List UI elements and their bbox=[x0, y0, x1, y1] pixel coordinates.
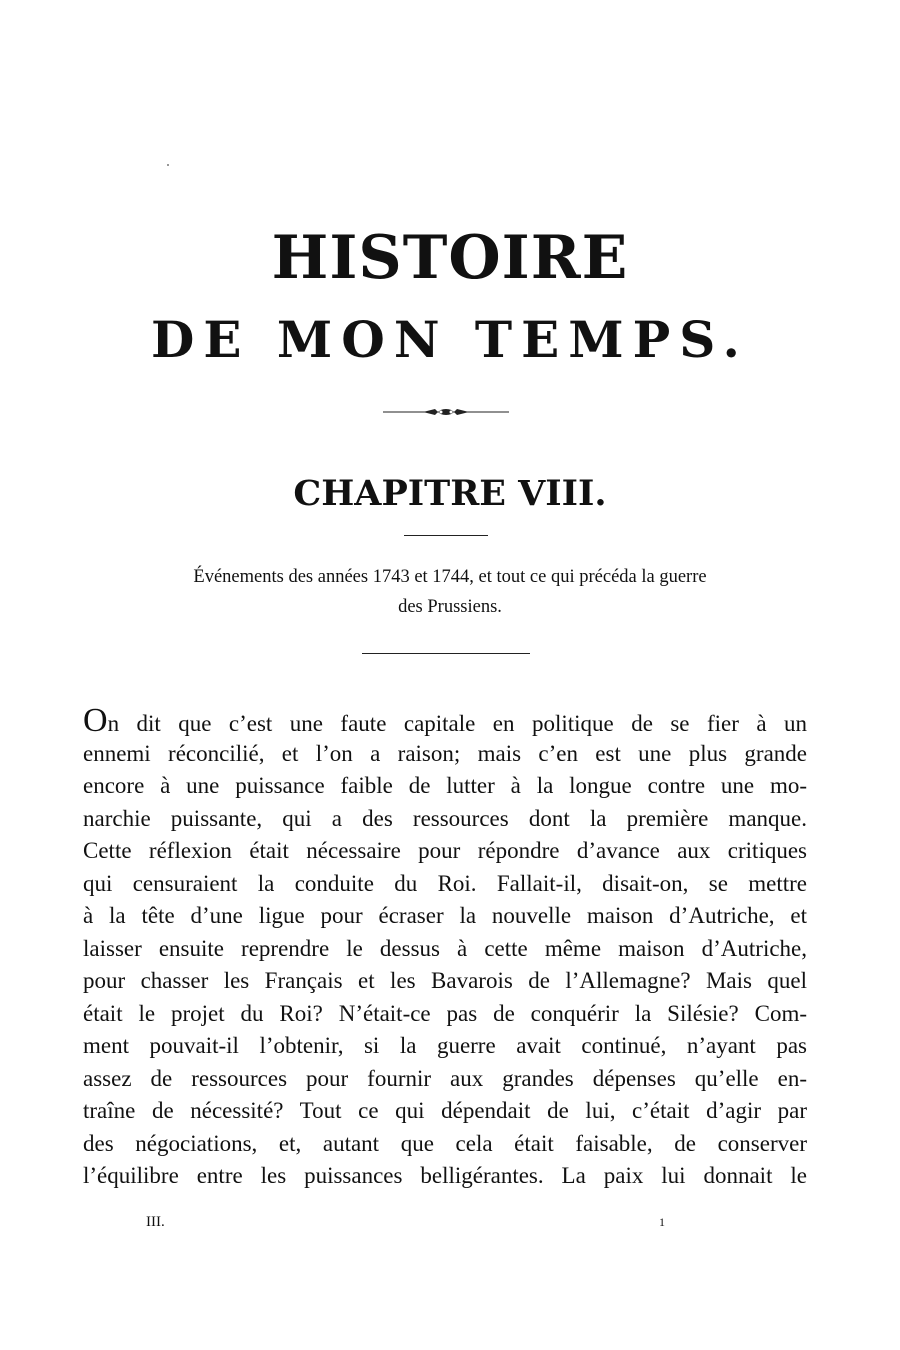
drop-cap: O bbox=[83, 705, 108, 738]
body-line-10: était le projet du Roi? N’était-ce pas de conquérir la Silésie? Com- bbox=[83, 1000, 807, 1026]
body-line-1-text: n dit que c’est une faute capitale en politique de se fier à un bbox=[107, 711, 807, 736]
body-line-2: ennemi réconcilié, et l’on a raison; mais c’en est une plus grande bbox=[83, 740, 807, 766]
body-text bbox=[83, 705, 807, 1193]
chapter-summary bbox=[110, 562, 790, 622]
body-line-9: pour chasser les Français et les Bavarois de l’Allemagne? Mais quel bbox=[83, 968, 807, 993]
body-line-14: des négociations, et, autant que cela était faisable, de conserver bbox=[83, 1130, 807, 1156]
title-line-2: DE MON TEMPS. bbox=[151, 310, 749, 369]
short-rule bbox=[404, 535, 488, 536]
body-line-1 bbox=[83, 705, 807, 738]
footer-page-number: 1 bbox=[659, 1215, 665, 1229]
chapter-heading: CHAPITRE VIII. bbox=[293, 473, 607, 514]
body-line-15: l’équilibre entre les puissances belligérantes. La paix lui donnait le bbox=[83, 1163, 807, 1188]
body-line-5: Cette réflexion était nécessaire pour répondre d’avance aux critiques bbox=[83, 838, 807, 863]
summary-line-1: Événements des années 1743 et 1744, et tout ce qui précéda la guerre bbox=[193, 567, 707, 587]
print-speck bbox=[167, 164, 169, 166]
body-line-13: traîne de nécessité? Tout ce qui dépendait de lui, c’était d’agir par bbox=[83, 1098, 807, 1123]
summary-line-2: des Prussiens. bbox=[398, 597, 502, 617]
long-rule bbox=[362, 653, 530, 654]
body-line-7: à la tête d’une ligue pour écraser la nouvelle maison d’Autriche, et bbox=[83, 903, 807, 928]
body-line-11: ment pouvait-il l’obtenir, si la guerre avait continué, n’ayant pas bbox=[83, 1033, 807, 1058]
footer-signature: III. bbox=[146, 1214, 165, 1230]
ornament-divider-icon bbox=[383, 404, 509, 420]
body-line-12: assez de ressources pour fournir aux grandes dépenses qu’elle en- bbox=[83, 1065, 807, 1091]
body-line-8: laisser ensuite reprendre le dessus à cette même maison d’Autriche, bbox=[83, 935, 807, 961]
title-line-1: HISTOIRE bbox=[271, 223, 629, 293]
body-line-6: qui censuraient la conduite du Roi. Fallait-il, disait-on, se mettre bbox=[83, 870, 807, 896]
body-line-4: narchie puissante, qui a des ressources dont la première manque. bbox=[83, 805, 807, 831]
body-line-3: encore à une puissance faible de lutter à la longue contre une mo- bbox=[83, 773, 807, 798]
